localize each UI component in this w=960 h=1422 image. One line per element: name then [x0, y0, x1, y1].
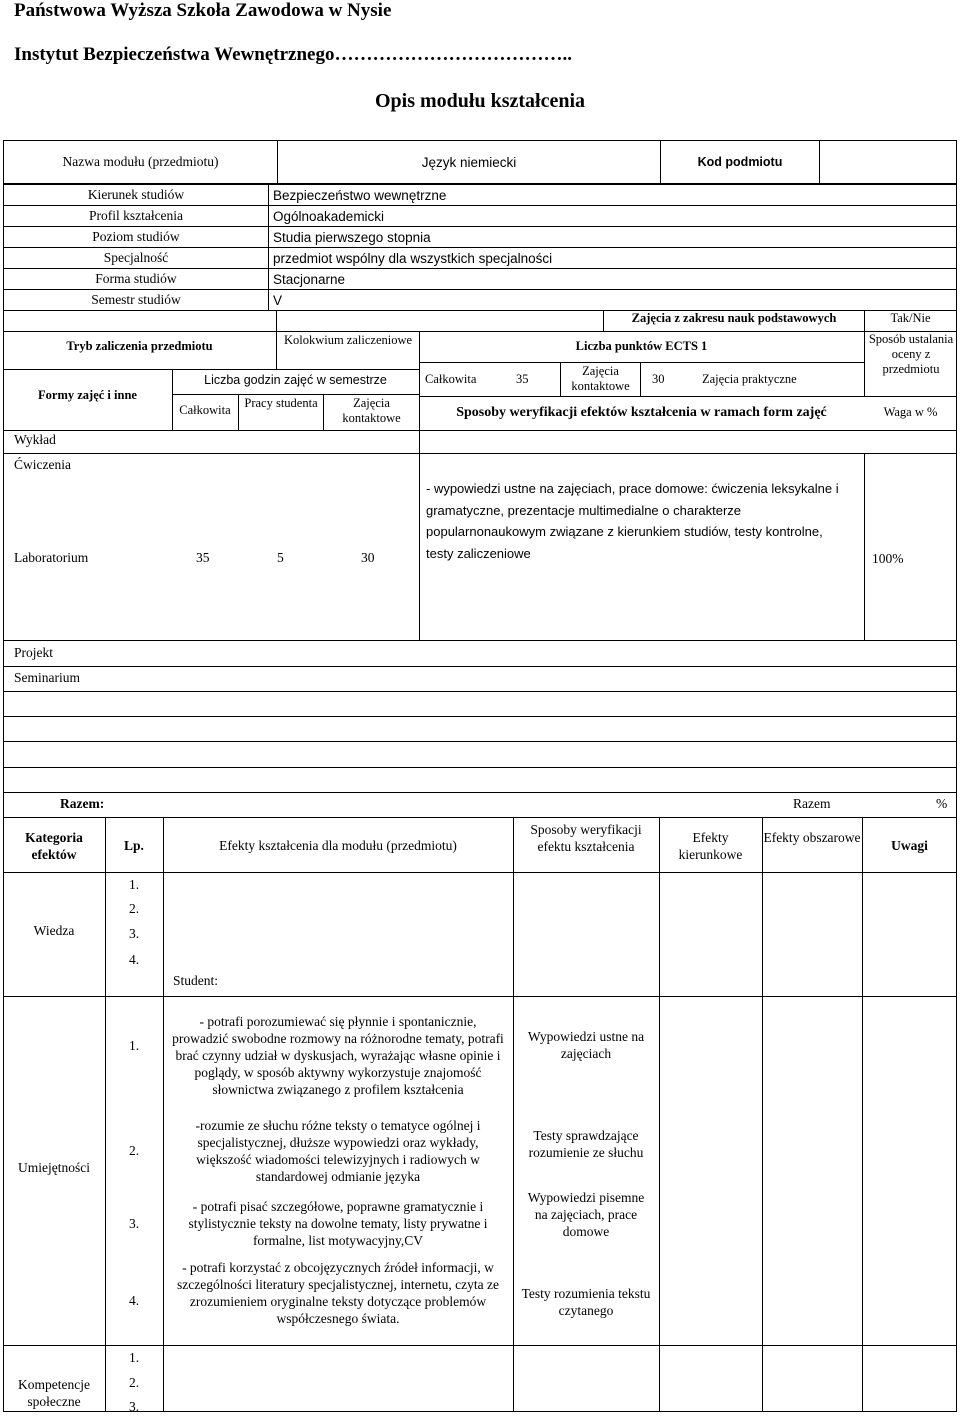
info-label: Forma studiów: [4, 269, 269, 290]
module-code-value: [820, 141, 957, 184]
wiedza-label: Wiedza: [33, 923, 75, 938]
row-laboratorium: Laboratorium: [14, 550, 89, 565]
info-label: Profil kształcenia: [4, 206, 269, 227]
umiej-lp: 1.: [129, 1038, 140, 1053]
head-uwagi: Uwagi: [891, 838, 928, 853]
tryb-label: Tryb zaliczenia przedmiotu: [66, 339, 213, 353]
info-value: Stacjonarne: [269, 269, 957, 290]
row-cwiczenia: Ćwiczenia: [14, 457, 71, 472]
module-name-value: Język niemiecki: [278, 141, 661, 184]
weryfikacja-text: - wypowiedzi ustne na zajęciach, prace domowe: ćwiczenia leksykalne i gramatyczne, prezentacje multimedialne o charakterze popularnonaukowym związane z kierunkiem studiów, testy kontrolne, testy zaliczeniowe: [426, 481, 839, 561]
head-lp: Lp.: [124, 838, 144, 853]
info-label: Semestr studiów: [4, 290, 269, 311]
wiedza-lp: 3.: [129, 926, 140, 941]
razem2-label: Razem: [793, 796, 831, 811]
page-title: Opis modułu kształcenia: [374, 90, 586, 112]
row-projekt: Projekt: [14, 645, 53, 660]
lab-calkowita: 35: [196, 550, 210, 565]
sposob-ustalania-label: Sposób ustalania oceny z przedmiotu: [868, 332, 954, 376]
info-table: [3, 184, 957, 311]
komp-lp: 2.: [129, 1375, 140, 1390]
head-sposoby: Sposoby weryfikacji efektu kształcenia: [530, 822, 642, 854]
student-label: Student:: [173, 973, 219, 988]
calkowita-label: Całkowita: [425, 372, 477, 386]
module-name-table: [3, 140, 957, 184]
row-wyklad: Wykład: [14, 432, 56, 447]
head-kategoria: Kategoria efektów: [25, 830, 83, 862]
waga-label: Waga w %: [883, 405, 938, 419]
umiej-lp: 4.: [129, 1293, 140, 1308]
umiej-method: Testy sprawdzające rozumienie ze słuchu: [528, 1128, 644, 1160]
head-obszarowe: Efekty obszarowe: [763, 830, 861, 845]
sposoby-label: Sposoby weryfikacji efektów kształcenia w ramach form zajęć: [456, 405, 827, 420]
praktyczne-label: Zajęcia praktyczne: [702, 372, 797, 386]
komp-lp: 1.: [129, 1350, 140, 1365]
waga-value: 100%: [872, 551, 904, 566]
kolokwium-label: Kolokwium zaliczeniowe: [283, 333, 413, 347]
liczba-godzin-label: Liczba godzin zajęć w semestrze: [204, 373, 387, 387]
info-label: Kierunek studiów: [4, 185, 269, 206]
module-name-label: Nazwa modułu (przedmiotu): [4, 141, 278, 184]
ects-label: Liczba punktów ECTS 1: [575, 339, 708, 353]
info-value: Bezpieczeństwo wewnętrzne: [269, 185, 957, 206]
lab-pracy: 5: [277, 550, 284, 565]
col-pracy: Pracy studenta: [244, 396, 318, 410]
info-value: Studia pierwszego stopnia: [269, 227, 957, 248]
formy-label: Formy zajęć i inne: [38, 388, 137, 402]
umiej-text: - potrafi porozumiewać się płynnie i spontanicznie, prowadzić swobodne rozmowy na różnorodne tematy, potrafi brać czynny udział w dyskusjach, wyrażając własne opinie i poglądy, w sposób aktywny wykorzystuje znajomość słownictwa związanego z profilem kształcenia: [172, 1014, 504, 1097]
umiej-lp: 2.: [129, 1143, 140, 1158]
head-kierunkowe: Efekty kierunkowe: [678, 830, 743, 862]
info-label: Poziom studiów: [4, 227, 269, 248]
info-value: Ogólnoakademicki: [269, 206, 957, 227]
head-efekty: Efekty kształcenia dla modułu (przedmiotu): [219, 838, 457, 853]
kompetencje-label: Kompetencje społeczne: [18, 1377, 90, 1409]
umiej-text: - potrafi korzystać z obcojęzycznych źródeł informacji, w szczególności literatury specjalistycznej, internetu, czyta ze zrozumieniem oryginalne teksty dotyczące problemów współczesnego świata.: [177, 1260, 499, 1326]
info-label: Specjalność: [4, 248, 269, 269]
calkowita-value: 35: [516, 372, 529, 386]
wiedza-lp: 1.: [129, 877, 140, 892]
col-kontaktowe: Zajęcia kontaktowe: [342, 396, 401, 425]
lab-kontaktowe: 30: [361, 550, 375, 565]
umiej-method: Testy rozumienia tekstu czytanego: [521, 1286, 651, 1318]
col-calkowita: Całkowita: [179, 403, 231, 417]
umiejetnosci-label: Umiejętności: [18, 1160, 90, 1175]
module-code-label: Kod podmiotu: [661, 141, 820, 184]
wiedza-lp: 4.: [129, 952, 140, 967]
umiej-text: -rozumie ze słuchu różne teksty o tematyce ogólnej i specjalistycznej, dłuższe wypowiedzi oraz wykłady, większość wiadomości telewizyjnych i radiowych w standardowej odmianie języka: [195, 1118, 481, 1184]
percent-label: %: [936, 796, 948, 811]
umiej-text: - potrafi pisać szczegółowe, poprawne gramatycznie i stylistycznie teksty na dowolne tematy, listy prywatne i formalne, list motywacyjny,CV: [188, 1199, 488, 1248]
zajecia-kontaktowe-label: Zajęcia kontaktowe: [571, 364, 630, 393]
komp-lp: 3.: [129, 1399, 140, 1414]
row-seminarium: Seminarium: [14, 670, 80, 685]
wiedza-lp: 2.: [129, 901, 140, 916]
umiej-method: Wypowiedzi pisemne na zajęciach, prace domowe: [527, 1190, 645, 1239]
umiej-method: Wypowiedzi ustne na zajęciach: [527, 1029, 645, 1061]
kontaktowe-value: 30: [652, 372, 665, 386]
taknie-label: Tak/Nie: [890, 311, 931, 325]
razem-label: Razem:: [60, 796, 105, 811]
podstawowe-label: Zajęcia z zakresu nauk podstawowych: [631, 311, 837, 325]
institute-name: Instytut Bezpieczeństwa Wewnętrznego………………………………..: [14, 44, 572, 65]
school-name: Państwowa Wyższa Szkoła Zawodowa w Nysie: [14, 0, 392, 21]
umiej-lp: 3.: [129, 1216, 140, 1231]
info-value: przedmiot wspólny dla wszystkich specjalności: [269, 248, 957, 269]
info-value: V: [269, 290, 957, 311]
